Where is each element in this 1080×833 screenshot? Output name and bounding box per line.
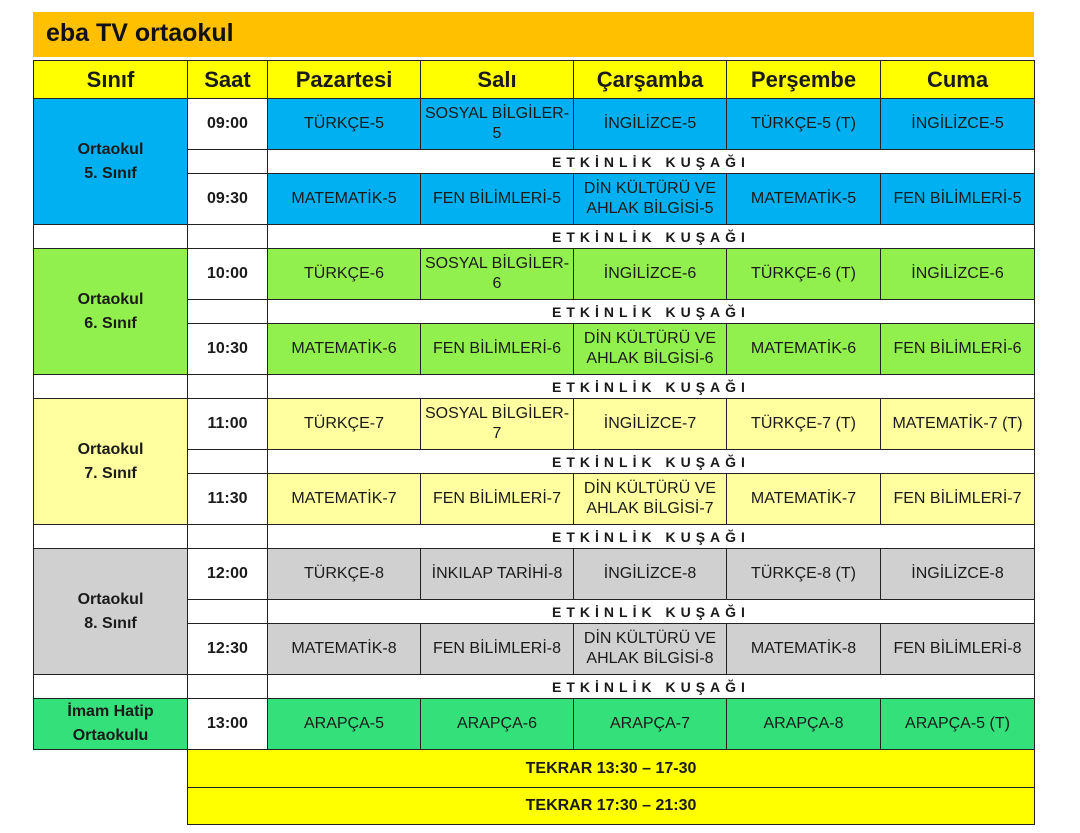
- lesson-cell: SOSYAL BİLGİLER- 7: [421, 399, 574, 450]
- lesson-cell: ARAPÇA-5: [268, 699, 421, 750]
- lesson-cell: İNGİLİZCE-8: [574, 549, 727, 600]
- header-monday: Pazartesi: [268, 61, 421, 99]
- lesson-cell: FEN BİLİMLERİ-6: [421, 324, 574, 375]
- grade-label: Ortaokul 6. Sınıf: [34, 249, 188, 375]
- lesson-cell: TÜRKÇE-7 (T): [727, 399, 881, 450]
- time-cell: 09:00: [188, 99, 268, 150]
- header-thursday: Perşembe: [727, 61, 881, 99]
- activity-band-row: [34, 225, 1035, 249]
- lesson-cell: İNGİLİZCE-8: [881, 549, 1035, 600]
- lesson-cell: İNGİLİZCE-7: [574, 399, 727, 450]
- lesson-row: [34, 699, 1035, 750]
- repeat-row: [34, 750, 1035, 788]
- lesson-cell: TÜRKÇE-6 (T): [727, 249, 881, 300]
- lesson-cell: DİN KÜLTÜRÜ VE AHLAK BİLGİSİ-5: [574, 174, 727, 225]
- lesson-cell: FEN BİLİMLERİ-7: [881, 474, 1035, 525]
- blank-cell: [188, 450, 268, 474]
- blank-cell: [34, 788, 188, 825]
- lesson-cell: ARAPÇA-6: [421, 699, 574, 750]
- header-row: [34, 61, 1035, 99]
- activity-band-label: ETKİNLİK KUŞAĞI: [268, 300, 1035, 324]
- lesson-row: [34, 99, 1035, 150]
- time-cell: 13:00: [188, 699, 268, 750]
- lesson-cell: MATEMATİK-7: [727, 474, 881, 525]
- activity-band-label: ETKİNLİK KUŞAĞI: [268, 675, 1035, 699]
- lesson-cell: İNGİLİZCE-6: [881, 249, 1035, 300]
- activity-band-label: ETKİNLİK KUŞAĞI: [268, 225, 1035, 249]
- repeat-row: [34, 788, 1035, 825]
- lesson-cell: TÜRKÇE-6: [268, 249, 421, 300]
- lesson-cell: TÜRKÇE-8 (T): [727, 549, 881, 600]
- grade-label: Ortaokul 7. Sınıf: [34, 399, 188, 525]
- lesson-cell: DİN KÜLTÜRÜ VE AHLAK BİLGİSİ-8: [574, 624, 727, 675]
- lesson-cell: MATEMATİK-5: [268, 174, 421, 225]
- activity-band-label: ETKİNLİK KUŞAĞI: [268, 375, 1035, 399]
- blank-cell: [188, 300, 268, 324]
- lesson-cell: FEN BİLİMLERİ-7: [421, 474, 574, 525]
- lesson-cell: TÜRKÇE-7: [268, 399, 421, 450]
- blank-cell: [188, 375, 268, 399]
- activity-band-row: [34, 375, 1035, 399]
- lesson-cell: ARAPÇA-8: [727, 699, 881, 750]
- blank-cell: [34, 525, 188, 549]
- lesson-cell: TÜRKÇE-5: [268, 99, 421, 150]
- lesson-cell: FEN BİLİMLERİ-8: [421, 624, 574, 675]
- page-title: eba TV ortaokul: [46, 19, 234, 47]
- activity-band-label: ETKİNLİK KUŞAĞI: [268, 525, 1035, 549]
- grade-label: Ortaokul 8. Sınıf: [34, 549, 188, 675]
- lesson-cell: FEN BİLİMLERİ-6: [881, 324, 1035, 375]
- lesson-cell: MATEMATİK-8: [268, 624, 421, 675]
- lesson-cell: ARAPÇA-7: [574, 699, 727, 750]
- lesson-cell: TÜRKÇE-8: [268, 549, 421, 600]
- lesson-cell: MATEMATİK-6: [268, 324, 421, 375]
- time-cell: 12:30: [188, 624, 268, 675]
- blank-cell: [34, 375, 188, 399]
- lesson-row: [34, 249, 1035, 300]
- blank-cell: [188, 600, 268, 624]
- time-cell: 12:00: [188, 549, 268, 600]
- lesson-cell: MATEMATİK-6: [727, 324, 881, 375]
- repeat-label: TEKRAR 17:30 – 21:30: [188, 788, 1035, 825]
- lesson-cell: DİN KÜLTÜRÜ VE AHLAK BİLGİSİ-7: [574, 474, 727, 525]
- time-cell: 11:00: [188, 399, 268, 450]
- blank-cell: [34, 675, 188, 699]
- blank-cell: [188, 525, 268, 549]
- header-wednesday: Çarşamba: [574, 61, 727, 99]
- header-time: Saat: [188, 61, 268, 99]
- blank-cell: [34, 225, 188, 249]
- lesson-cell: MATEMATİK-7: [268, 474, 421, 525]
- header-class: Sınıf: [34, 61, 188, 99]
- time-cell: 11:30: [188, 474, 268, 525]
- lesson-cell: FEN BİLİMLERİ-5: [881, 174, 1035, 225]
- lesson-cell: İNGİLİZCE-5: [574, 99, 727, 150]
- time-cell: 10:00: [188, 249, 268, 300]
- repeat-label: TEKRAR 13:30 – 17-30: [188, 750, 1035, 788]
- grade-label: İmam Hatip Ortaokulu: [34, 699, 188, 750]
- activity-band-row: [34, 525, 1035, 549]
- lesson-cell: SOSYAL BİLGİLER- 6: [421, 249, 574, 300]
- time-cell: 10:30: [188, 324, 268, 375]
- blank-cell: [188, 150, 268, 174]
- lesson-row: [34, 549, 1035, 600]
- blank-cell: [188, 675, 268, 699]
- blank-cell: [34, 750, 188, 788]
- blank-cell: [188, 225, 268, 249]
- activity-band-row: [34, 675, 1035, 699]
- activity-band-label: ETKİNLİK KUŞAĞI: [268, 600, 1035, 624]
- lesson-cell: DİN KÜLTÜRÜ VE AHLAK BİLGİSİ-6: [574, 324, 727, 375]
- lesson-cell: FEN BİLİMLERİ-5: [421, 174, 574, 225]
- schedule-table: [33, 60, 1035, 825]
- lesson-cell: İNGİLİZCE-5: [881, 99, 1035, 150]
- lesson-cell: TÜRKÇE-5 (T): [727, 99, 881, 150]
- lesson-cell: İNGİLİZCE-6: [574, 249, 727, 300]
- grade-label: Ortaokul 5. Sınıf: [34, 99, 188, 225]
- lesson-cell: SOSYAL BİLGİLER- 5: [421, 99, 574, 150]
- header-tuesday: Salı: [421, 61, 574, 99]
- lesson-cell: MATEMATİK-5: [727, 174, 881, 225]
- lesson-row: [34, 399, 1035, 450]
- lesson-cell: MATEMATİK-7 (T): [881, 399, 1035, 450]
- activity-band-label: ETKİNLİK KUŞAĞI: [268, 150, 1035, 174]
- time-cell: 09:30: [188, 174, 268, 225]
- lesson-cell: İNKILAP TARİHİ-8: [421, 549, 574, 600]
- header-friday: Cuma: [881, 61, 1035, 99]
- lesson-cell: MATEMATİK-8: [727, 624, 881, 675]
- title-bar: [33, 12, 1034, 57]
- lesson-cell: ARAPÇA-5 (T): [881, 699, 1035, 750]
- activity-band-label: ETKİNLİK KUŞAĞI: [268, 450, 1035, 474]
- lesson-cell: FEN BİLİMLERİ-8: [881, 624, 1035, 675]
